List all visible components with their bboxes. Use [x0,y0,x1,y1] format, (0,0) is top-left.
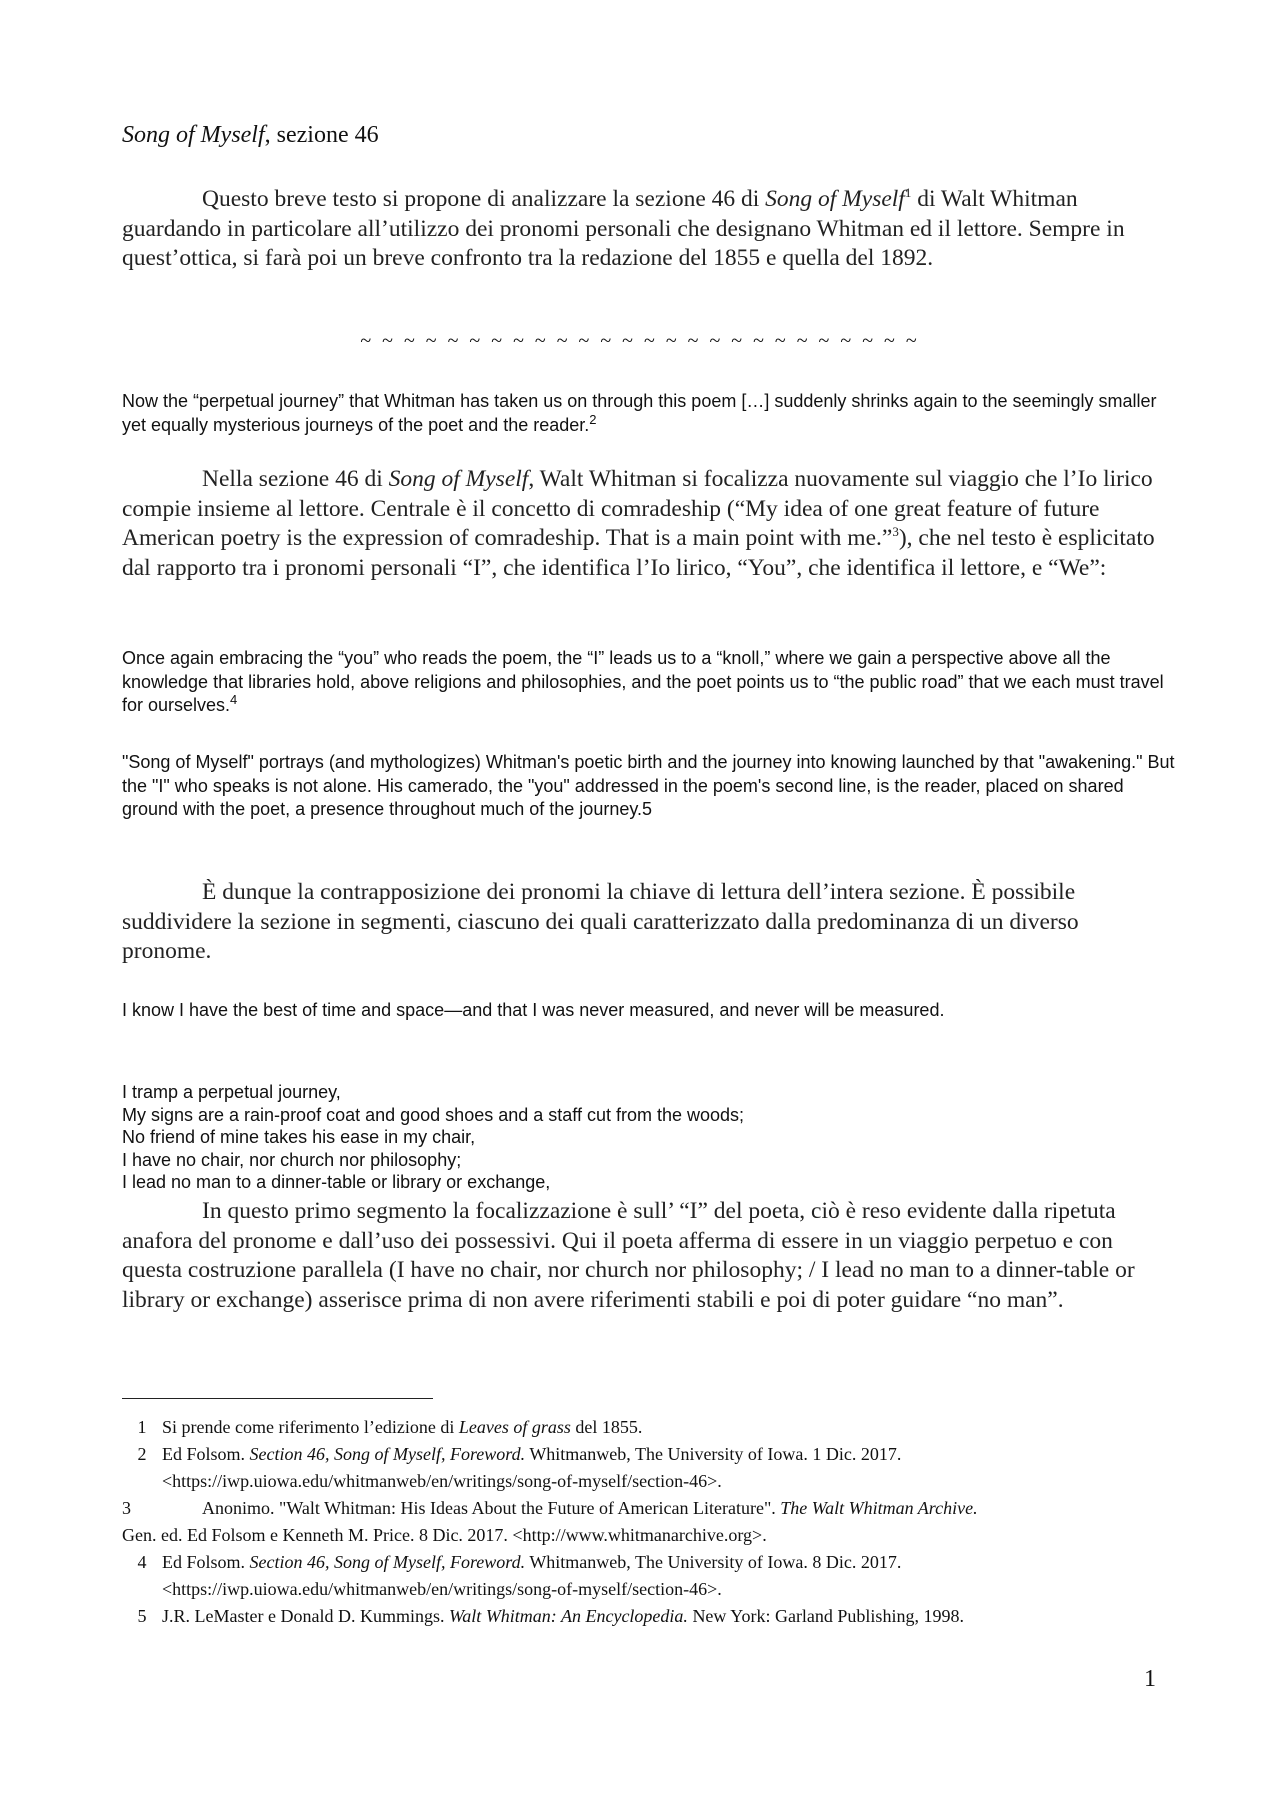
footnote-text: del 1855. [570,1417,643,1437]
footnote-text: Anonimo. "Walt Whitman: His Ideas About the Future of American Literature". [202,1498,781,1518]
intro-paragraph [122,185,1162,274]
footnote-text: Gen. ed. Ed Folsom e Kenneth M. Price. 8 Dic. 2017. <http://www.whitmanarchive.org>. [122,1525,767,1545]
footnote-number: 1 [137,1417,147,1437]
footnote-number: 5 [137,1606,147,1626]
footnote-ref-4[interactable]: 4 [230,692,238,707]
footnote-2 [122,1441,1172,1495]
intro-work: Song of Myself [765,186,905,212]
footnote-url[interactable]: <https://iwp.uiowa.edu/whitmanweb/en/writings/song-of-myself/section-46>. [162,1471,722,1491]
paragraph-4: In questo primo segmento la focalizzazione è sull’ “I” del poeta, ciò è reso evidente dalla ripetuta anafora del pronome e dall’uso dei possessivi. Qui il poeta afferma di essere in un viaggio perpetuo e con questa costruzione parallela (I have no chair, nor church nor philosophy; / I lead no man to a dinner-table or library or exchange) asserisce prima di non avere riferimenti stabili e poi di poter guidare “no man”. [122,1198,1135,1313]
footnote-text: Si prende come riferimento l’edizione di [162,1417,459,1437]
verse-line: I tramp a perpetual journey, [122,1082,341,1102]
footnote-text: Whitmanweb, The University of Iowa. 1 Dic. 2017. [525,1444,902,1464]
intro-text-a: Questo breve testo si propone di analizzare la sezione 46 di [202,186,766,212]
footnote-work: The Walt Whitman Archive. [780,1498,978,1518]
footnote-work: Walt Whitman: An Encyclopedia. [448,1606,688,1626]
footnote-number: 3 [122,1498,131,1518]
verse-line: No friend of mine takes his ease in my chair, [122,1127,476,1147]
footnote-ref-1[interactable]: 1 [904,185,912,201]
paragraph-2 [122,465,1162,583]
footnote-number: 4 [137,1552,147,1572]
paragraph-3: È dunque la contrapposizione dei pronomi la chiave di lettura dell’intera sezione. È possibile suddividere la sezione in segmenti, ciascuno dei quali caratterizzato dalla predominanza di un diverso pronome. [122,879,1079,964]
footnote-1 [122,1414,1172,1441]
verse-line: My signs are a rain-proof coat and good shoes and a staff cut from the woods; [122,1104,745,1125]
footnote-number: 2 [137,1444,147,1464]
verse-line: I have no chair, nor church nor philosophy; [122,1149,462,1170]
footnote-work: Leaves of grass [458,1417,571,1437]
quote-3: "Song of Myself" portrays (and mythologizes) Whitman's poetic birth and the journey into knowing launched by that "awakening." But the "I" who speaks is not alone. His camerado, the "you" addressed in the poem's second line, is the reader, placed on shared ground with the poet, a presence throughout much of the journey.5 [122,752,1175,819]
title-work: Song of Myself [122,122,265,148]
quote-1 [122,390,1182,437]
footnote-text: New York: Garland Publishing, 1998. [687,1606,964,1626]
footnote-work: Section 46, Song of Myself, Foreword. [249,1444,526,1464]
footnote-text: Ed Folsom. [162,1444,250,1464]
footnote-work: Section 46, Song of Myself, Foreword. [249,1552,526,1572]
footnote-divider [122,1398,433,1399]
footnote-url[interactable]: <https://iwp.uiowa.edu/whitmanweb/en/writings/song-of-myself/section-46>. [162,1579,722,1599]
footnote-text: J.R. LeMaster e Donald D. Kummings. [162,1606,449,1626]
section-separator: ~ ~ ~ ~ ~ ~ ~ ~ ~ ~ ~ ~ ~ ~ ~ ~ ~ ~ ~ ~ ~ ~ ~ ~ ~ ~ [360,330,920,352]
footnote-text: Ed Folsom. [162,1552,250,1572]
quote-2 [122,647,1182,718]
para2-text-c: ), che nel testo è esplicitato dal rapporto tra i pronomi personali “I”, che identifica l’Io lirico, “You”, che identifica il lettore, e “We”: [122,525,1155,581]
footnote-ref-3[interactable]: 3 [892,524,899,540]
quote-2-text: Once again embracing the “you” who reads the poem, the “I” leads us to a “knoll,” where we gain a perspective above all the knowledge that libraries hold, above religions and philosophies, and the poet points us to “the public road” that we each must travel for ourselves. [122,648,1164,715]
footnote-5 [122,1603,1172,1630]
quote-1-text: Now the “perpetual journey” that Whitman has taken us on through this poem […] suddenly shrinks again to the seemingly smaller yet equally mysterious journeys of the poet and the reader. [122,391,1157,435]
footnote-ref-2[interactable]: 2 [589,411,597,427]
intro-text-b: di Walt Whitman guardando in particolare all’utilizzo dei pronomi personali che designano Whitman ed il lettore. Sempre in quest’ottica, si farà poi un breve confronto tra la redazione del 1855 e quella del 1892. [122,186,1125,271]
para2-text-a: Nella sezione 46 di [202,466,389,492]
verse-intro: I know I have the best of time and space—and that I was never measured, and never will be measured. [122,1000,945,1020]
verse-block [122,1081,744,1194]
verse-line: I lead no man to a dinner-table or library or exchange, [122,1172,551,1192]
footnote-4 [122,1549,1172,1603]
document-title [122,122,379,149]
page-number: 1 [1144,1666,1156,1692]
para2-text-b: , Walt Whitman si focalizza nuovamente sul viaggio che l’Io lirico compie insieme al lettore. Centrale è il concetto di comradeship (“My idea of one great feature of future American poetry is the expression of comradeship. That is a main point with me.” [122,466,1153,551]
para2-work: Song of Myself [388,466,529,492]
footnote-3 [122,1495,1172,1549]
title-rest: , sezione 46 [264,122,379,148]
footnote-text: Whitmanweb, The University of Iowa. 8 Dic. 2017. [525,1552,902,1572]
